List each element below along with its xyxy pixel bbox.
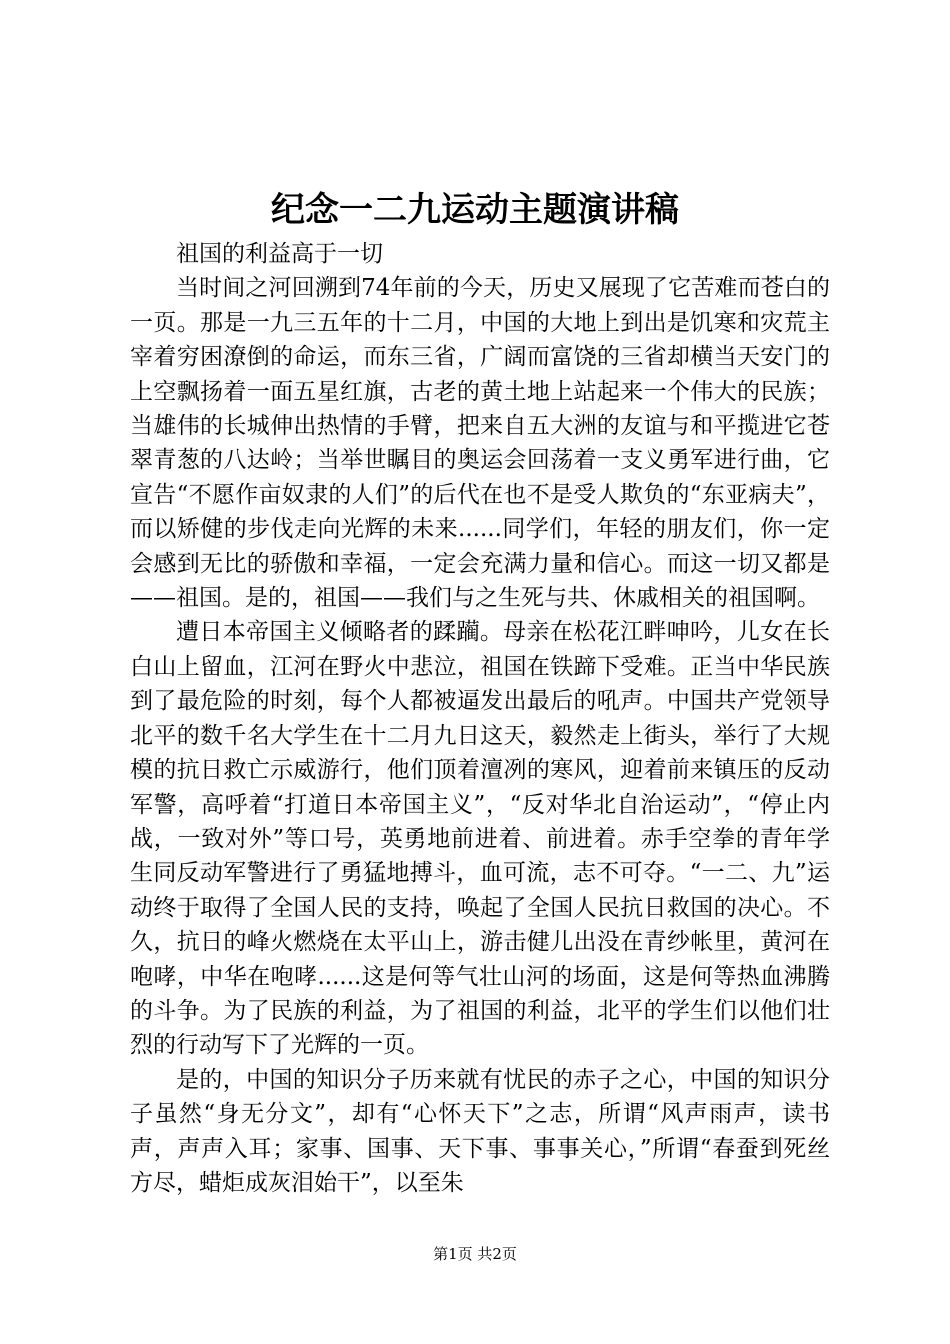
paragraph-2: 遭日本帝国主义倾略者的蹂躏。母亲在松花江畔呻吟，儿女在长白山上留血，江河在野火中悲泣，祖国在铁蹄下受难。正当中华民族到了最危险的时刻，每个人都被逼发出最后的吼声。中国共产党领导北平的数千名大学生在十二月九日这天，毅然走上街头，举行了大规模的抗日救亡示威游行，他们顶着澶冽的寒风，迎着前来镇压的反动军警，高呼着“打道日本帝国主义”，“反对华北自治运动”，“停止内战，一致对外”等口号，英勇地前进着、前进着。赤手空拳的青年学生同反动军警进行了勇猛地搏斗，血可流，志不可夺。“一二、九”运动终于取得了全国人民的支持，唤起了全国人民抗日救国的决心。不久，抗日的峰火燃烧在太平山上，游击健儿出没在青纱帐里，黄河在咆哮，中华在咆哮......这是何等气壮山河的场面，这是何等热血沸腾的斗争。为了民族的利益，为了祖国的利益，北平的学生们以他们壮烈的行动写下了光辉的一页。 <box>130 619 830 1059</box>
page-footer: 第1页 共2页 <box>433 1245 517 1263</box>
paragraph-1: 当时间之河回溯到74年前的今天，历史又展现了它苦难而苍白的一页。那是一九三五年的十二月，中国的大地上到出是饥寒和灾荒主宰着穷困潦倒的命运，而东三省，广阔而富饶的三省却横当天安门的上空飘扬着一面五星红旗，古老的黄土地上站起来一个伟大的民族；当雄伟的长城伸出热情的手臂，把来自五大洲的友谊与和平揽进它苍翠青葱的八达岭；当举世瞩目的奥运会回荡着一支义勇军进行曲，它宣告“不愿作亩奴隶的人们”的后代在也不是受人欺负的“东亚病夫”，而以矫健的步伐走向光辉的未来......同学们，年轻的朋友们，你一定会感到无比的骄傲和幸福，一定会充满力量和信心。而这一切又都是——祖国。是的，祖国——我们与之生死与共、休戚相关的祖国啊。 <box>130 275 830 612</box>
paragraph-3: 是的，中国的知识分子历来就有忧民的赤子之心，中国的知识分子虽然“身无分文”，却有“心怀天下”之志，所谓“风声雨声，读书声，声声入耳；家事、国事、天下事、事事关心，”所谓“春蚕到死丝方尽，蜡炬成灰泪始干”，以至朱 <box>130 1066 830 1196</box>
document-body <box>130 237 830 1200</box>
page-title: 纪念一二九运动主题演讲稿 <box>271 190 679 230</box>
paragraph-subtitle: 祖国的利益高于一切 <box>176 241 383 267</box>
